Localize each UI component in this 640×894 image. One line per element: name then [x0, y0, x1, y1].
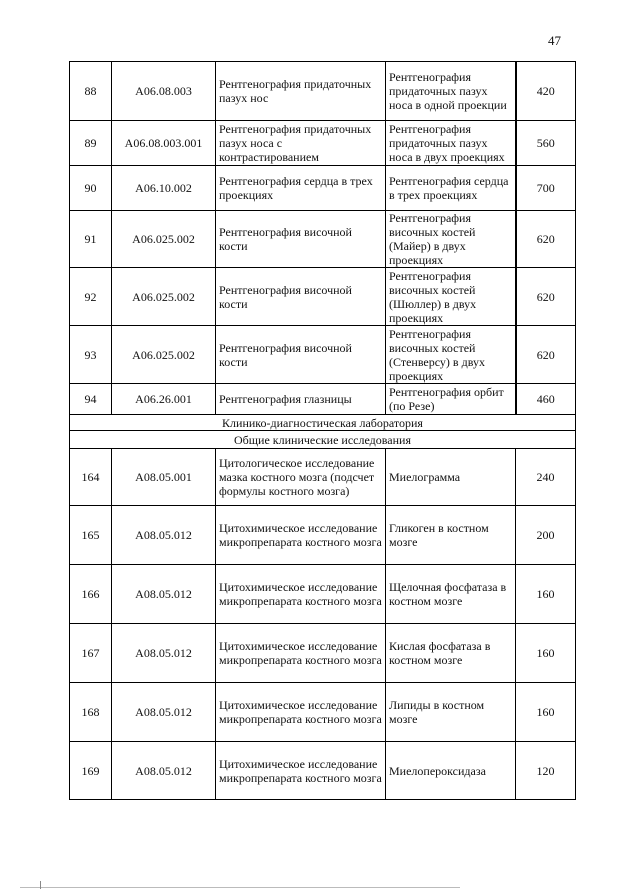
service-price: 200	[516, 506, 576, 565]
service-code: A06.025.002	[112, 268, 216, 326]
service-name: Рентгенография придаточных пазух нос	[216, 62, 386, 121]
section-row	[70, 415, 576, 431]
service-code: A08.05.012	[112, 683, 216, 742]
table-row	[70, 166, 576, 211]
service-description: Рентгенография сердца в трех проекциях	[386, 166, 516, 211]
service-price: 560	[516, 121, 576, 166]
service-name: Цитологическое исследование мазка костного мозга (подсчет формулы костного мозга)	[216, 449, 386, 506]
service-description: Рентгенография орбит (по Резе)	[386, 384, 516, 415]
table-row	[70, 742, 576, 800]
footer-tick	[40, 881, 41, 889]
page-number: 47	[548, 33, 561, 48]
row-number: 89	[70, 121, 112, 166]
table-row	[70, 268, 576, 326]
service-price: 240	[516, 449, 576, 506]
service-price: 700	[516, 166, 576, 211]
service-name: Рентгенография височной кости	[216, 211, 386, 268]
table-row	[70, 624, 576, 683]
service-code: A06.10.002	[112, 166, 216, 211]
table-row	[70, 565, 576, 624]
service-name: Цитохимическое исследование микропрепарата костного мозга	[216, 624, 386, 683]
service-price: 160	[516, 624, 576, 683]
footer-rule	[20, 887, 460, 888]
service-description: Рентгенография височных костей (Майер) в двух проекциях	[386, 211, 516, 268]
service-price: 620	[516, 268, 576, 326]
service-name: Цитохимическое исследование микропрепарата костного мозга	[216, 565, 386, 624]
service-name: Цитохимическое исследование микропрепарата костного мозга	[216, 506, 386, 565]
service-name: Рентгенография придаточных пазух носа с контрастированием	[216, 121, 386, 166]
service-description: Миелограмма	[386, 449, 516, 506]
service-description: Липиды в костном мозге	[386, 683, 516, 742]
service-code: A08.05.012	[112, 565, 216, 624]
service-price: 120	[516, 742, 576, 800]
table-row	[70, 121, 576, 166]
service-description: Щелочная фосфатаза в костном мозге	[386, 565, 516, 624]
service-description: Гликоген в костном мозге	[386, 506, 516, 565]
service-description: Рентгенография височных костей (Стенверсу) в двух проекциях	[386, 326, 516, 384]
section-title-lab: Клинико-диагностическая лаборатория	[70, 415, 576, 431]
table-row	[70, 506, 576, 565]
service-code: A06.26.001	[112, 384, 216, 415]
service-price: 460	[516, 384, 576, 415]
row-number: 91	[70, 211, 112, 268]
service-code: A08.05.012	[112, 506, 216, 565]
price-table	[69, 61, 576, 800]
service-name: Рентгенография глазницы	[216, 384, 386, 415]
section-row	[70, 431, 576, 449]
service-price: 620	[516, 211, 576, 268]
service-code: A06.025.002	[112, 326, 216, 384]
row-number: 93	[70, 326, 112, 384]
row-number: 165	[70, 506, 112, 565]
row-number: 92	[70, 268, 112, 326]
table-row	[70, 683, 576, 742]
service-description: Кислая фосфатаза в костном мозге	[386, 624, 516, 683]
table-row	[70, 62, 576, 121]
service-description: Рентгенография придаточных пазух носа в одной проекции	[386, 62, 516, 121]
service-description: Рентгенография височных костей (Шюллер) в двух проекциях	[386, 268, 516, 326]
service-price: 420	[516, 62, 576, 121]
row-number: 167	[70, 624, 112, 683]
service-name: Рентгенография сердца в трех проекциях	[216, 166, 386, 211]
row-number: 88	[70, 62, 112, 121]
row-number: 94	[70, 384, 112, 415]
service-price: 160	[516, 565, 576, 624]
table-row	[70, 384, 576, 415]
row-number: 164	[70, 449, 112, 506]
section-title-general: Общие клинические исследования	[70, 431, 576, 449]
service-code: A06.08.003	[112, 62, 216, 121]
row-number: 166	[70, 565, 112, 624]
service-price: 160	[516, 683, 576, 742]
service-price: 620	[516, 326, 576, 384]
row-number: 169	[70, 742, 112, 800]
row-number: 168	[70, 683, 112, 742]
service-code: A06.08.003.001	[112, 121, 216, 166]
table-row	[70, 449, 576, 506]
service-name: Рентгенография височной кости	[216, 326, 386, 384]
service-code: A08.05.012	[112, 742, 216, 800]
table-row	[70, 326, 576, 384]
service-name: Цитохимическое исследование микропрепарата костного мозга	[216, 742, 386, 800]
table-row	[70, 211, 576, 268]
service-code: A08.05.012	[112, 624, 216, 683]
service-description: Рентгенография придаточных пазух носа в двух проекциях	[386, 121, 516, 166]
service-code: A08.05.001	[112, 449, 216, 506]
row-number: 90	[70, 166, 112, 211]
service-name: Рентгенография височной кости	[216, 268, 386, 326]
service-description: Миелопероксидаза	[386, 742, 516, 800]
service-name: Цитохимическое исследование микропрепарата костного мозга	[216, 683, 386, 742]
service-code: A06.025.002	[112, 211, 216, 268]
